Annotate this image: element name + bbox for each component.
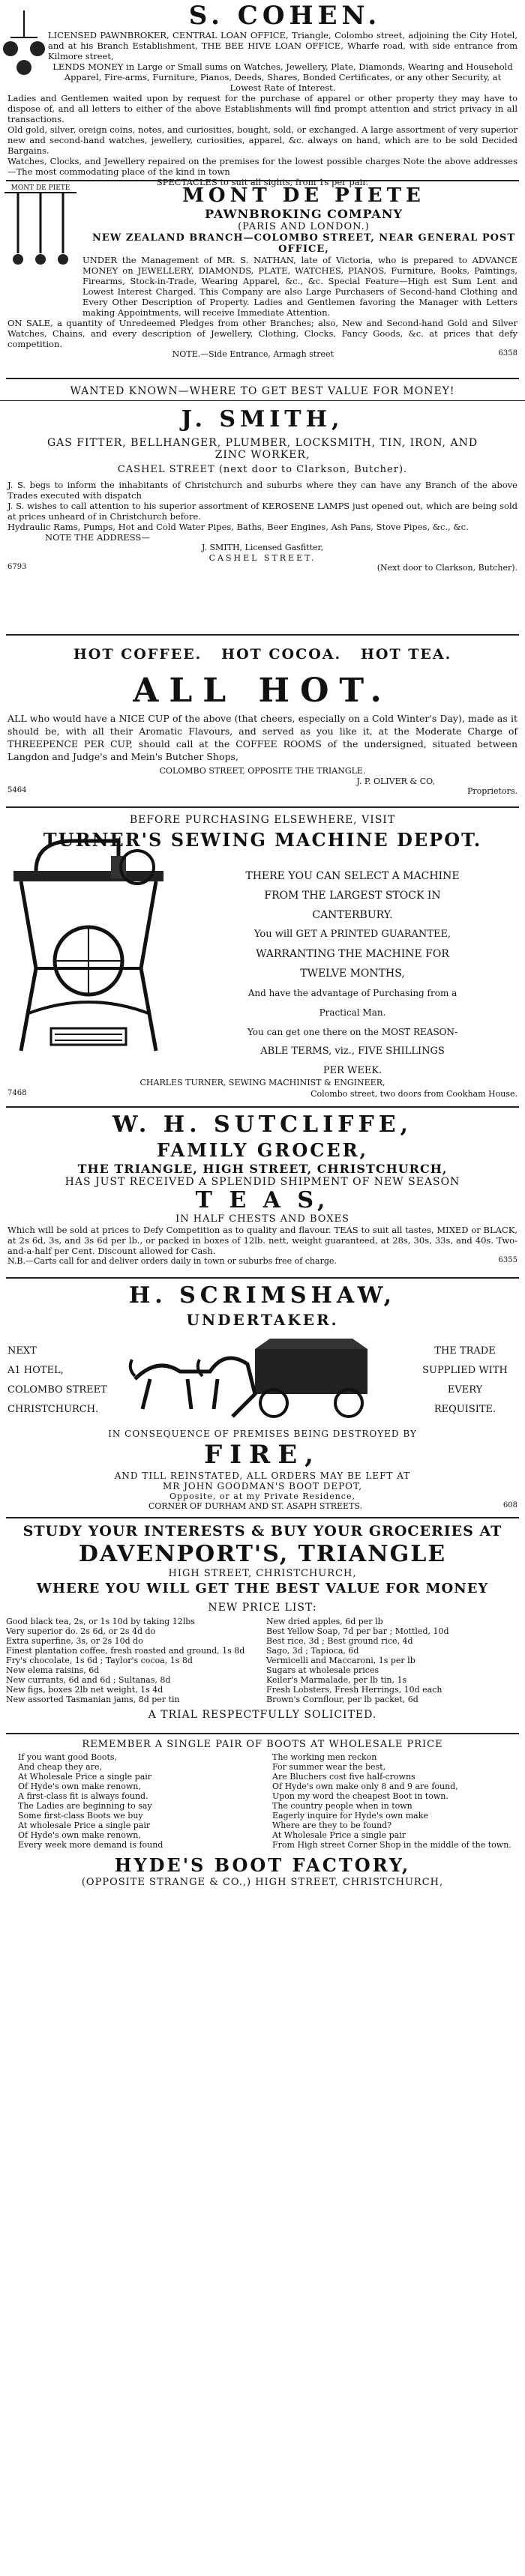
price-item: Sago, 3d ; Tapioca, 6d: [266, 1646, 359, 1656]
piete-company: PAWNBROKING COMPANY: [205, 207, 403, 221]
poem-line: From High street Corner Shop in the middle of the town.: [272, 1840, 512, 1850]
cohen-ladies: Ladies and Gentlemen waited upon by request for the purchase of apparel or other property they may have to dispose of, and all letters to either of the above Establishments will find prompt attention and strict privacy in all transactions.: [8, 93, 518, 124]
price-item: New currants, 6d and 6d ; Sultanas, 8d: [6, 1675, 171, 1685]
oliver-advert: [0, 639, 525, 802]
turner-line: THERE YOU CAN SELECT A MACHINE: [245, 870, 460, 882]
price-item: Sugars at wholesale prices: [266, 1665, 380, 1675]
smith-body1: J. S. begs to inform the inhabitants of Christchurch and suburbs where they can have any Branch of the above Trades executed with dispatch: [8, 480, 518, 501]
piete-advert: [0, 184, 525, 375]
scrimshaw-right-line: EVERY: [447, 1384, 483, 1396]
pawnbroker-balls-icon: [2, 7, 46, 90]
poem-line: Eagerly inquire for Hyde's own make: [272, 1811, 428, 1821]
oliver-addr: COLOMBO STREET, OPPOSITE THE TRIANGLE.: [159, 766, 366, 776]
poem-line: Of Hyde's own make only 8 and 9 are found,: [272, 1782, 458, 1791]
poem-line: Of Hyde's own make renown,: [18, 1782, 141, 1791]
smith-sig3: (Next door to Clarkson, Butcher).: [376, 563, 518, 573]
poem-line: And cheap they are,: [18, 1762, 102, 1772]
turner-addr: Colombo street, two doors from Cookham House.: [310, 1089, 518, 1099]
scrimshaw-left: [8, 1342, 112, 1420]
davenport-title: DAVENPORT'S, TRIANGLE: [78, 1541, 447, 1567]
sutcliffe-sub: FAMILY GROCER,: [157, 1139, 368, 1161]
price-item: Fry's chocolate, 1s 6d ; Taylor's cocoa, 1s 8d: [6, 1656, 193, 1665]
piete-note: NOTE.—Side Entrance, Armagh street: [172, 349, 334, 359]
poem-line: Where are they to be found?: [272, 1821, 392, 1830]
poem-line: At Wholesale Price a single pair: [272, 1830, 406, 1840]
piete-sale: ON SALE, a quantity of Unredeemed Pledges from other Branches; also, New and Second-hand Gold and Silver Watches, Chains, and every description of Jewellery, Clothing, Clocks, Fancy Goods, &c. at prices that defy competition.: [8, 318, 518, 349]
cohen-lends: LENDS MONEY in Large or Small sums on Watches, Jewellery, Plate, Diamonds, Wearing and Household Apparel, Fire-arms, Furniture, Pianos, Deeds, Shares, Bonded Certificates, or any other Security, at Lowest Rate of Interest.: [52, 61, 513, 93]
turner-line: ABLE TERMS, viz., FIVE SHILLINGS: [260, 1046, 445, 1057]
piete-sign: [4, 184, 76, 268]
scrimshaw-left-line: A1 HOTEL,: [8, 1365, 64, 1376]
oliver-num: 5464: [8, 786, 27, 794]
sewing-machine-icon: [6, 863, 178, 1066]
price-item: Finest plantation coffee, fresh roasted and ground, 1s 8d: [6, 1646, 245, 1656]
poem-line: At Wholesale Price a single pair: [18, 1772, 152, 1782]
cohen-intro: LICENSED PAWNBROKER, CENTRAL LOAN OFFICE, Triangle, Colombo street, adjoining the City Hotel, and at his Branch Establishment, THE BEE HIVE LOAN OFFICE, Wharfe road, with side entrance from Kilmore street,: [48, 30, 518, 61]
poem-line: Are Bluchers cost five half-crowns: [272, 1772, 416, 1782]
sutcliffe-num: 6355: [498, 1256, 518, 1264]
turner-line: You can get one there on the MOST REASON-: [247, 1027, 458, 1037]
scrimshaw-right-line: SUPPLIED WITH: [422, 1365, 508, 1376]
sutcliffe-nb: N.B.—Carts call for and deliver orders daily in town or suburbs free of charge.: [8, 1256, 337, 1266]
sutcliffe-advert: [0, 1111, 525, 1274]
smith-note: NOTE THE ADDRESS—: [45, 532, 150, 543]
turner-advert: [0, 811, 525, 1103]
smith-address: CASHEL STREET (next door to Clarkson, Butcher).: [117, 464, 408, 475]
turner-before: BEFORE PURCHASING ELSEWHERE, VISIT: [129, 814, 396, 826]
hyde-right-poem: [272, 1752, 519, 1850]
davenport-advert: [0, 1521, 525, 1730]
price-item: New figs, boxes 2lb net weight, 1s 4d: [6, 1685, 164, 1695]
scrimshaw-num: 608: [502, 1501, 518, 1509]
hyde-remember: REMEMBER A SINGLE PAIR OF BOOTS AT WHOLESALE PRICE: [82, 1739, 443, 1750]
price-item: Good black tea, 2s, or 1s 10d by taking 12lbs: [6, 1617, 195, 1626]
scrimshaw-until: AND TILL REINSTATED, ALL ORDERS MAY BE LEFT AT: [114, 1471, 411, 1481]
smith-body2: J. S. wishes to call attention to his superior assortment of KEROSENE LAMPS just opened out, which are being sold at prices unheard of in Christchurch before.: [8, 501, 518, 522]
scrimshaw-consequence: IN CONSEQUENCE OF PREMISES BEING DESTROYED BY: [108, 1429, 417, 1439]
cohen-spectacles: SPECTACLES to suit all sights, from 1s per pair.: [156, 177, 369, 187]
piete-paris: (PARIS AND LONDON.): [238, 221, 370, 232]
poem-line: At wholesale Price a single pair: [18, 1821, 151, 1830]
turner-line: PER WEEK.: [322, 1065, 382, 1076]
sutcliffe-chests: IN HALF CHESTS AND BOXES: [176, 1213, 350, 1225]
scrimshaw-fire: FIRE,: [203, 1440, 322, 1470]
poem-line: For summer wear the best,: [272, 1762, 386, 1772]
price-item: Best rice, 3d ; Best ground rice, 4d: [266, 1636, 413, 1646]
cohen-clocks: Watches, Clocks, and Jewellery repaired on the premises for the lowest possible charges Note the above addresses—The most commodating place of the kind in town: [8, 156, 518, 177]
smith-title: J. SMITH,: [0, 400, 525, 434]
scrimshaw-right: [412, 1342, 518, 1420]
price-item: Keiler's Marmalade, per lb tin, 1s: [266, 1675, 407, 1685]
sutcliffe-body: Which will be sold at prices to Defy Competition as to quality and flavour. TEAS to suit all tastes, MIXED or BLACK, at 2s 6d, 3s, and 3s 6d per lb., or packed in boxes of 12lb. nett, weight guaranteed, at 28s, 30s, 33s, and 40s. Two-and-a-half per Cent. Discount allowed for Cash.: [8, 1225, 518, 1256]
oliver-top: HOT COFFEE. HOT COCOA. HOT TEA.: [73, 646, 452, 663]
poem-line: The country people when in town: [272, 1801, 412, 1811]
turner-line: WARRANTING THE MACHINE FOR: [256, 948, 449, 960]
smith-sig1: J. SMITH, Licensed Gasfitter,: [201, 543, 324, 552]
poem-line: Some first-class Boots we buy: [18, 1811, 143, 1821]
price-item: Vermicelli and Maccaroni, 1s per lb: [266, 1656, 416, 1665]
turner-line: Practical Man.: [319, 1007, 386, 1018]
turner-line: You will GET A PRINTED GUARANTEE,: [254, 929, 452, 940]
turner-line: CANTERBURY.: [312, 909, 393, 921]
scrimshaw-left-line: CHRISTCHURCH.: [8, 1404, 99, 1415]
sutcliffe-teas: T E A S,: [195, 1187, 330, 1213]
poem-line: A first-class fit is always found.: [18, 1791, 148, 1801]
cohen-advert: [0, 1, 525, 187]
smith-num: 6793: [8, 563, 27, 571]
smith-trades: GAS FITTER, BELLHANGER, PLUMBER, LOCKSMITH, TIN, IRON, AND ZINC WORKER,: [46, 437, 478, 461]
turner-line: And have the advantage of Purchasing from a: [248, 988, 458, 998]
oliver-body: ALL who would have a NICE CUP of the above (that cheers, especially on a Cold Winter's Day), made as it should be, with all their Aromatic Flavours, and served as you like it, at the Moderate Charge of THREEPENCE PER CUP, should call at the COFFEE ROOMS of the undersigned, situated between Langdon and Judge's and Mein's Butcher Shops,: [8, 713, 518, 762]
smith-advert: [0, 382, 525, 630]
piete-sign-label: MONT DE PIETE: [4, 184, 76, 193]
davenport-right-list: [266, 1617, 519, 1704]
scrimshaw-left-line: COLOMBO STREET: [8, 1384, 107, 1396]
poem-line: The Ladies are beginning to say: [18, 1801, 152, 1811]
scrimshaw-sub: UNDERTAKER.: [186, 1311, 339, 1329]
scrimshaw-right-line: THE TRADE: [434, 1345, 496, 1357]
poem-line: The working men reckon: [272, 1752, 377, 1762]
scrimshaw-right-line: REQUISITE.: [434, 1404, 496, 1415]
davenport-trial: A TRIAL RESPECTFULLY SOLICITED.: [148, 1709, 377, 1721]
piete-branch: NEW ZEALAND BRANCH—COLOMBO STREET, NEAR GENERAL POST OFFICE,: [92, 232, 515, 255]
davenport-left-list: [6, 1617, 259, 1704]
scrimshaw-advert: [0, 1282, 525, 1514]
hyde-left-poem: [6, 1752, 265, 1850]
davenport-newprice: NEW PRICE LIST:: [208, 1602, 317, 1614]
smith-body3: Hydraulic Rams, Pumps, Hot and Cold Water Pipes, Baths, Beer Engines, Ash Pans, Stove Pipes, &c., &c.: [8, 522, 469, 532]
price-item: New elema raisins, 6d: [6, 1665, 100, 1675]
smith-sig2: CASHEL STREET.: [208, 552, 316, 563]
sutcliffe-title: W. H. SUTCLIFFE,: [112, 1111, 413, 1138]
hyde-advert: [0, 1737, 525, 1887]
scrimshaw-left-line: NEXT: [8, 1345, 37, 1357]
price-item: Brown's Cornflour, per lb packet, 6d: [266, 1695, 418, 1704]
scrimshaw-goodman: MR JOHN GOODMAN'S BOOT DEPOT,: [162, 1481, 363, 1491]
cohen-gold: Old gold, silver, oreign coins, notes, and curiosities, bought, sold, or exchanged. A large assortment of very superior new and second-hand watches, jewellery, curiosities, apparel, &c. always on hand, which are to be sold Decided Bargains.: [8, 124, 518, 156]
price-item: Extra superfine, 3s, or 2s 10d do: [6, 1636, 143, 1646]
oliver-title: ALL HOT.: [133, 672, 392, 710]
smith-wanted: WANTED KNOWN—WHERE TO GET BEST VALUE FOR MONEY!: [70, 385, 455, 397]
pawn-keys-icon: [4, 193, 76, 268]
piete-num: 6358: [498, 349, 518, 358]
turner-line: TWELVE MONTHS,: [300, 968, 405, 980]
scrimshaw-opp: Opposite, or at my Private Residence,: [170, 1491, 356, 1501]
davenport-high: HIGH STREET, CHRISTCHURCH,: [168, 1568, 357, 1579]
price-item: Fresh Lobsters, Fresh Herrings, 10d each: [266, 1685, 442, 1695]
poem-line: Upon my word the cheapest Boot in town.: [272, 1791, 448, 1801]
oliver-sig: J. P. OLIVER & CO,: [356, 776, 435, 786]
sutcliffe-just: HAS JUST RECEIVED A SPLENDID SHIPMENT OF NEW SEASON: [64, 1176, 460, 1188]
price-item: New dried apples, 6d per lb: [266, 1617, 383, 1626]
turner-line: FROM THE LARGEST STOCK IN: [264, 890, 441, 902]
davenport-where: WHERE YOU WILL GET THE BEST VALUE FOR MONEY: [36, 1581, 489, 1596]
scrimshaw-corner: CORNER OF DURHAM AND ST. ASAPH STREETS.: [148, 1501, 363, 1511]
davenport-study: STUDY YOUR INTERESTS & BUY YOUR GROCERIES AT: [22, 1523, 502, 1539]
poem-line: Of Hyde's own make renown,: [18, 1830, 141, 1840]
turner-title: TURNER'S SEWING MACHINE DEPOT.: [43, 829, 482, 851]
piete-title: MONT DE PIETE: [182, 184, 425, 207]
hyde-title: HYDE'S BOOT FACTORY,: [114, 1854, 411, 1876]
price-item: Very superior do. 2s 6d, or 2s 4d do: [6, 1626, 156, 1636]
sutcliffe-addr: THE TRIANGLE, HIGH STREET, CHRISTCHURCH,: [77, 1162, 448, 1176]
hyde-addr: (OPPOSITE STRANGE & CO.,) HIGH STREET, CHRISTCHURCH,: [81, 1877, 444, 1888]
price-item: New assorted Tasmanian jams, 8d per tin: [6, 1695, 180, 1704]
oliver-prop: Proprietors.: [466, 786, 518, 796]
poem-line: Every week more demand is found: [18, 1840, 164, 1850]
turner-num: 7468: [8, 1089, 27, 1097]
hearse-icon: [120, 1334, 405, 1424]
piete-body: UNDER the Management of MR. S. NATHAN, late of Victoria, who is prepared to ADVANCE MONEY on JEWELLERY, DIAMONDS, PLATE, WATCHES, PIANOS, Furniture, Books, Paintings, Firearms, Stock-in-Trade, Wearing Apparel, &c., &c. Special Feature—High est Sum Lent and Lowest Interest Charged. This Company are also Large Purchasers of Second-hand Clothing and Every Other Description of Property. Ladies and Gentlemen favoring the Manager with Letters making Appointments, will receive Immediate Attention.: [82, 255, 518, 318]
turner-sig: CHARLES TURNER, SEWING MACHINIST & ENGINEER,: [140, 1078, 386, 1088]
turner-lines: [188, 866, 518, 1081]
price-item: Best Yellow Soap, 7d per bar ; Mottled, 10d: [266, 1626, 449, 1636]
poem-line: If you want good Boots,: [18, 1752, 118, 1762]
scrimshaw-title: H. SCRIMSHAW,: [128, 1282, 397, 1309]
cohen-title: S. COHEN.: [188, 1, 382, 31]
